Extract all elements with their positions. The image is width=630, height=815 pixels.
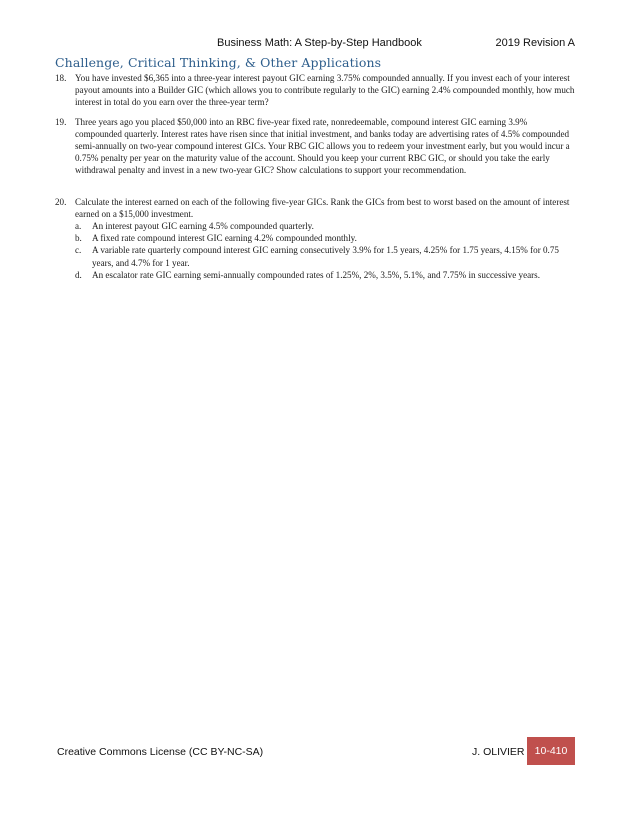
part-label: d. [75,269,82,280]
page-number-badge: 10-410 [527,737,575,765]
revision-label: 2019 Revision A [495,37,575,49]
question-20 [55,196,575,220]
section-title: Challenge, Critical Thinking, & Other Applications [55,55,382,70]
question-number: 19. [55,116,67,127]
part-label: c. [75,245,82,256]
part-text: A fixed rate compound interest GIC earning 4.2% compounded monthly. [92,233,357,244]
question-20-part-b [55,232,575,244]
page-header [0,37,630,53]
author-name: J. OLIVIER [472,746,525,758]
part-text: An escalator rate GIC earning semi-annually compounded rates of 1.25%, 2%, 3.5%, 5.1%, and 7.75% in successive years. [92,269,540,280]
license-text: Creative Commons License (CC BY-NC-SA) [57,746,264,758]
page-footer [0,737,630,767]
question-20-part-c [55,244,575,268]
question-19 [55,116,575,177]
question-text: Three years ago you placed $50,000 into an RBC five-year fixed rate, nonredeemable, compound interest GIC earning 3.9% compounded quarterly. Interest rates have risen since that initial investment, and banks today are advertising rates of 4.5% compounded semi-annually on two-year compound interest GICs. Your RBC GIC allows you to redeem your investment early, but you would incur a 0.75% penalty per year on the maturity value of the account. Should you keep your current RBC GIC, or should you take the early withdrawal penalty and invest in a new two-year GIC? Show calculations to support your recommendation. [75,116,570,176]
part-text: A variable rate quarterly compound interest GIC earning consecutively 3.9% for 1.5 years, 4.25% for 1.75 years, 4.15% for 0.75 years, and 4.7% for 1 year. [92,245,559,268]
question-text: You have invested $6,365 into a three-year interest payout GIC earning 3.75% compounded annually. If you invest each of your interest payout amounts into a Builder GIC (which allows you to contribute regularly to the GIC) earning 2.4% compounded monthly, how much interest in total do you earn over the three-year term? [75,73,575,108]
question-number: 18. [55,73,67,83]
question-list [55,72,575,281]
question-text: Calculate the interest earned on each of the following five-year GICs. Rank the GICs from best to worst based on the amount of interest earned on a $15,000 investment. [75,196,570,219]
part-text: An interest payout GIC earning 4.5% compounded quarterly. [92,221,314,232]
book-title: Business Math: A Step-by-Step Handbook [217,37,422,49]
question-number: 20. [55,196,67,207]
question-18 [55,72,575,109]
part-label: a. [75,221,82,232]
question-20-part-d [55,269,575,281]
question-20-part-a [55,220,575,232]
part-label: b. [75,233,82,244]
